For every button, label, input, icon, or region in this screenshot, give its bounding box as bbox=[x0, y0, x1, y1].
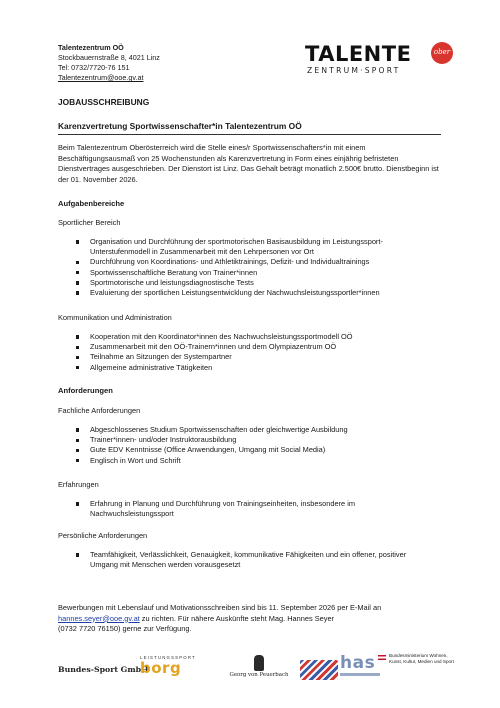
list-item: Allgemeine administrative Tätigkeiten bbox=[74, 363, 442, 373]
borg-wordmark: borg bbox=[140, 658, 182, 677]
list-item: Erfahrung in Planung und Durchführung von Trainingseinheiten, insbesondere im Nachwuchsleistungssport bbox=[74, 499, 424, 519]
list-item: Abgeschlossenes Studium Sportwissenschaften oder gleichwertige Ausbildung bbox=[74, 425, 442, 435]
org-email-link[interactable]: Talentezentrum@ooe.gv.at bbox=[58, 73, 144, 83]
logo-wordmark: TALENTE bbox=[305, 42, 412, 66]
apply-text-1: Bewerbungen mit Lebenslauf und Motivationsschreiben sind bis 11. September 2026 per E-Mail an bbox=[58, 603, 382, 612]
apply-text-2: zu richten. Für nähere Auskünfte steht Mag. Hannes Seyer bbox=[139, 613, 335, 623]
list-kommunikation bbox=[74, 332, 442, 373]
list-item: Sportwissenschaftliche Beratung von Trainer*innen bbox=[74, 268, 442, 278]
georg-von-peuerbach-logo bbox=[228, 655, 290, 685]
bundes-sport-name: Bundes-Sport GmbH bbox=[58, 664, 149, 674]
section-title: JOBAUSSCHREIBUNG bbox=[58, 97, 150, 107]
list-fachliche-anforderungen bbox=[74, 425, 442, 466]
heading-aufgabenbereiche: Aufgabenbereiche bbox=[58, 199, 125, 208]
talente-zentrum-logo bbox=[305, 40, 455, 80]
bundesministerium-name: Bundesministerium Wohnen, Kunst, Kultur, Medien und Sport bbox=[389, 653, 454, 664]
logo-ober-badge: ober bbox=[431, 42, 453, 64]
list-item: Englisch in Wort und Schrift bbox=[74, 456, 442, 466]
has-wordmark: has bbox=[340, 653, 376, 673]
intro-paragraph: Beim Talentezentrum Oberösterreich wird die Stelle eines/r Sportwissenschafters*in mit einem Beschäftigungsausmaß von 25 Wochenstunden als Karenzvertretung in Form eines einjährig befristeten Dienstvertrages ausgeschrieben. Der Dienstort ist Linz. Das Gehalt beträgt monatlich 2.500€ brutto. Dienstbeginn ist der 01. November 2026. bbox=[58, 143, 439, 184]
logo-subline: ZENTRUM·SPORT bbox=[307, 66, 401, 75]
list-item: Zusammenarbeit mit den OÖ-Trainern*innen und dem Olympiazentrum OÖ bbox=[74, 342, 442, 352]
heading-sportlicher-bereich: Sportlicher Bereich bbox=[58, 218, 121, 227]
apply-text-3: (0732 7720 76150) gerne zur Verfügung. bbox=[58, 624, 192, 634]
heading-fachliche-anforderungen: Fachliche Anforderungen bbox=[58, 406, 141, 415]
contact-email-link[interactable]: hannes.seyer@ooe.gv.at bbox=[58, 613, 140, 623]
bundesministerium-logo bbox=[378, 653, 458, 683]
list-item: Teilnahme an Sitzungen der Systempartner bbox=[74, 352, 442, 362]
phone-number: Tel: 0732/7720-76 151 bbox=[58, 63, 130, 73]
list-item: Kooperation mit den Koordinator*innen des Nachwuchsleistungssportmodell OÖ bbox=[74, 332, 442, 342]
org-name: Talentezentrum OÖ bbox=[58, 43, 124, 52]
title-underline bbox=[58, 134, 441, 135]
borg-tagline: LEISTUNGSSPORT bbox=[140, 655, 196, 660]
heading-erfahrungen: Erfahrungen bbox=[58, 480, 99, 489]
list-item: Gute EDV Kenntnisse (Office Anwendungen, Umgang mit Social Media) bbox=[74, 445, 442, 455]
list-erfahrungen bbox=[74, 499, 424, 519]
list-item: Durchführung von Koordinations- und Athletiktrainings, Defizit- und Individualtrainings bbox=[74, 257, 442, 267]
heading-persoenliche-anforderungen: Persönliche Anforderungen bbox=[58, 531, 148, 540]
heading-anforderungen: Anforderungen bbox=[58, 386, 113, 395]
has-underline bbox=[340, 673, 380, 676]
bundes-sport-logo bbox=[58, 655, 148, 685]
job-title: Karenzvertretung Sportwissenschafter*in Talentezentrum OÖ bbox=[58, 121, 302, 131]
heading-kommunikation: Kommunikation und Administration bbox=[58, 313, 172, 322]
application-paragraph bbox=[58, 603, 442, 635]
list-item: Teamfähigkeit, Verlässlichkeit, Genauigkeit, kommunikative Fähigkeiten und ein offener, positiver Umgang mit Menschen werden vorausgesetzt bbox=[74, 550, 424, 570]
list-sportlicher-bereich bbox=[74, 237, 442, 298]
austria-flag-icon bbox=[378, 655, 386, 660]
list-item: Trainer*innen- und/oder Instruktorausbildung bbox=[74, 435, 442, 445]
list-item: Sportmotorische und leistungsdiagnostische Tests bbox=[74, 278, 442, 288]
borg-logo bbox=[140, 655, 210, 685]
address-block bbox=[58, 43, 258, 83]
list-item: Evaluierung der sportlichen Leistungsentwicklung der Nachwuchsleistungssportler*innen bbox=[74, 288, 442, 298]
list-item: Organisation und Durchführung der sportmotorischen Basisausbildung im Leistungssport-Unterstufenmodell in Zusammenarbeit mit den Lehrpersonen vor Ort bbox=[74, 237, 442, 257]
street-address: Stockbauernstraße 8, 4021 Linz bbox=[58, 53, 160, 63]
list-persoenliche-anforderungen bbox=[74, 550, 424, 570]
stripes-icon bbox=[300, 660, 338, 680]
peuerbach-name: Georg von Peuerbach bbox=[229, 672, 289, 678]
sponsor-logos bbox=[58, 653, 454, 695]
person-silhouette-icon bbox=[254, 655, 264, 671]
